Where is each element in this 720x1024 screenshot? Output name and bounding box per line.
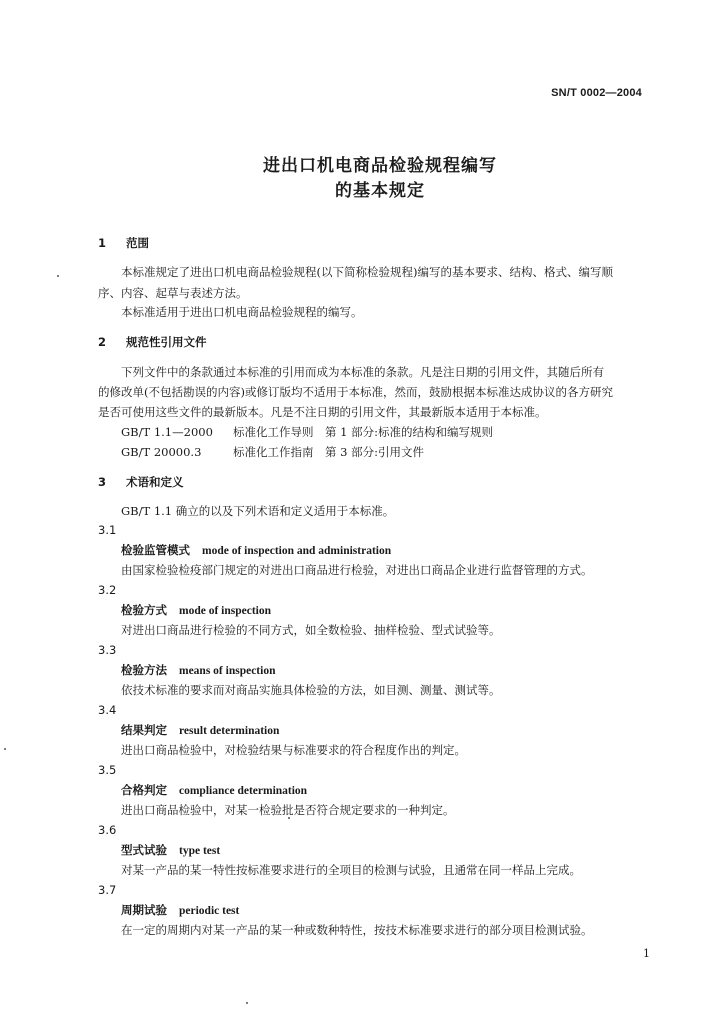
term-english: mode of inspection and administration — [202, 545, 392, 557]
term-heading — [121, 662, 275, 679]
term-number: 3.4 — [98, 703, 117, 717]
section-3-number: 3 — [98, 475, 107, 489]
term-heading — [121, 902, 239, 919]
reference-code: GB/T 1.1—2000 — [121, 425, 213, 439]
reference-item — [121, 444, 424, 460]
term-chinese: 型式试验 — [121, 843, 167, 857]
term-english: type test — [179, 845, 221, 857]
term-definition: 进出口商品检验中，对检验结果与标准要求的符合程度作出的判定。 — [121, 743, 466, 757]
section-3-intro: GB/T 1.1 确立的以及下列术语和定义适用于本标准。 — [121, 504, 395, 518]
term-english: mode of inspection — [179, 605, 271, 617]
term-chinese: 合格判定 — [121, 783, 167, 797]
section-3-title: 术语和定义 — [126, 475, 184, 489]
term-definition: 依技术标准的要求而对商品实施具体检验的方法，如目测、测量、测试等。 — [121, 683, 501, 697]
section-2-para-line1: 下列文件中的条款通过本标准的引用而成为本标准的条款。凡是注日期的引用文件，其随后所有 — [121, 365, 604, 379]
section-3-heading — [98, 474, 184, 490]
term-heading — [121, 602, 271, 619]
section-1-para2: 本标准适用于进出口机电商品检验规程的编写。 — [121, 305, 363, 319]
scan-speck — [57, 275, 59, 277]
term-chinese: 检验方式 — [121, 603, 167, 617]
section-1-para1-line2: 序、内容、起草与表述方法。 — [98, 286, 248, 300]
section-1-para1-line1: 本标准规定了进出口机电商品检验规程(以下简称检验规程)编写的基本要求、结构、格式、编写顺 — [121, 265, 613, 279]
reference-title: 标准化工作导则 第 1 部分:标准的结构和编写规则 — [233, 425, 493, 439]
term-number: 3.3 — [98, 643, 117, 657]
section-2-para-line2: 的修改单(不包括勘误的内容)或修订版均不适用于本标准，然而，鼓励根据本标准达成协议的各方研究 — [98, 385, 613, 399]
section-1-heading — [98, 235, 149, 251]
term-chinese: 检验监管模式 — [121, 543, 190, 557]
scan-speck — [246, 1002, 248, 1004]
term-heading — [121, 542, 391, 559]
term-definition: 在一定的周期内对某一产品的某一种或数种特性，按技术标准要求进行的部分项目检测试验。 — [121, 923, 593, 937]
scan-speck — [288, 817, 290, 819]
term-english: means of inspection — [179, 665, 276, 677]
term-heading — [121, 782, 307, 799]
term-chinese: 周期试验 — [121, 903, 167, 917]
term-english: compliance determination — [179, 785, 308, 797]
term-english: result determination — [179, 725, 280, 737]
section-2-title: 规范性引用文件 — [126, 335, 207, 349]
section-2-number: 2 — [98, 335, 107, 349]
section-1-number: 1 — [98, 236, 107, 250]
section-2-heading — [98, 334, 207, 350]
term-number: 3.2 — [98, 583, 117, 597]
term-definition: 对某一产品的某一特性按标准要求进行的全项目的检测与试验，且通常在同一样品上完成。 — [121, 863, 581, 877]
scan-speck — [4, 748, 6, 750]
section-1-title: 范围 — [126, 236, 149, 250]
term-definition: 由国家检验检疫部门规定的对进出口商品进行检验，对进出口商品企业进行监督管理的方式。 — [121, 563, 593, 577]
term-heading — [121, 722, 279, 739]
reference-code: GB/T 20000.3 — [121, 445, 202, 459]
standard-code: SN/T 0002—2004 — [551, 87, 642, 99]
term-number: 3.1 — [98, 523, 117, 537]
document-title-line2: 的基本规定 — [335, 181, 425, 201]
term-number: 3.6 — [98, 823, 117, 837]
section-2-para-line3: 是否可使用这些文件的最新版本。凡是不注日期的引用文件，其最新版本适用于本标准。 — [98, 405, 547, 419]
document-title-line1: 进出口机电商品检验规程编写 — [263, 156, 497, 176]
term-definition: 对进出口商品进行检验的不同方式，如全数检验、抽样检验、型式试验等。 — [121, 623, 501, 637]
term-definition: 进出口商品检验中，对某一检验批是否符合规定要求的一种判定。 — [121, 803, 455, 817]
term-english: periodic test — [179, 905, 240, 917]
term-heading — [121, 842, 220, 859]
page-number: 1 — [643, 947, 650, 960]
reference-title: 标准化工作指南 第 3 部分:引用文件 — [233, 445, 425, 459]
term-chinese: 检验方法 — [121, 663, 167, 677]
reference-item — [121, 424, 493, 440]
term-number: 3.5 — [98, 763, 117, 777]
term-chinese: 结果判定 — [121, 723, 167, 737]
term-number: 3.7 — [98, 883, 117, 897]
